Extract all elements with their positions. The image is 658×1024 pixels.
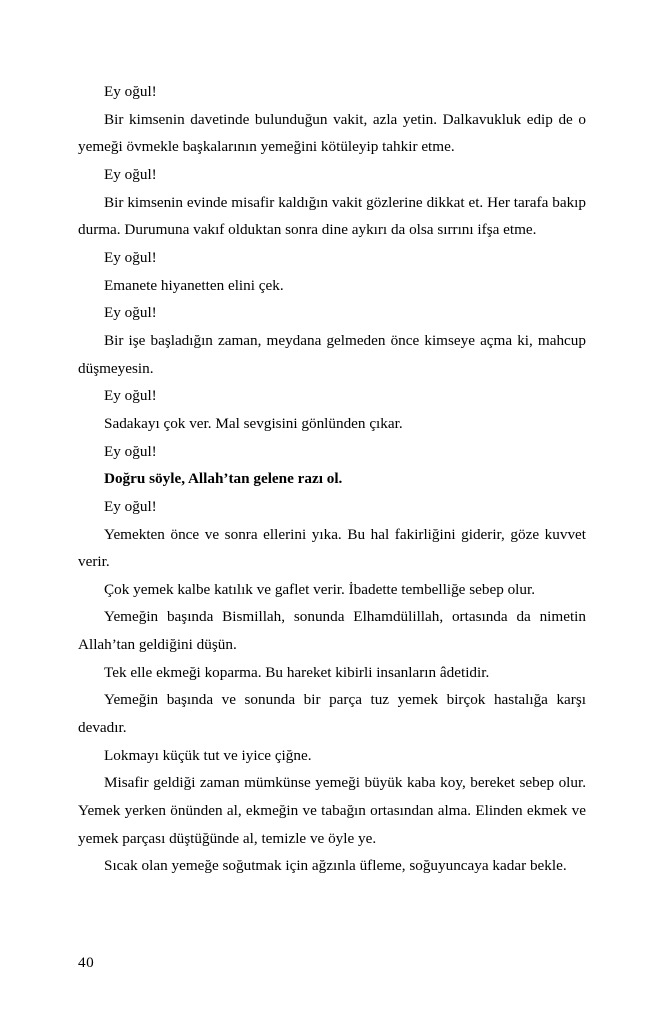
paragraph: Misafir geldiği zaman mümkünse yemeği büyük kaba koy, bereket sebep olur. Yemek yerken önünden al, ekmeğin ve tabağın ortasından alma. Elinden ekmek ve yemek parçası düştüğünde al, temizle ve öyle ye. <box>78 774 586 847</box>
paragraph: Bir işe başladığın zaman, meydana gelmeden önce kimseye açma ki, mahcup düşmeyesin. <box>78 331 586 377</box>
paragraph: Ey oğul! <box>104 497 157 515</box>
paragraph: Tek elle ekmeği koparma. Bu hareket kibirli insanların âdetidir. <box>104 663 490 681</box>
paragraph: Yemeğin başında Bismillah, sonunda Elhamdülillah, ortasında da nimetin Allah’tan geldiğini düşün. <box>78 608 586 654</box>
paragraph: Ey oğul! <box>104 248 157 266</box>
paragraph: Emanete hiyanetten elini çek. <box>104 276 284 294</box>
paragraph: Ey oğul! <box>104 442 157 460</box>
paragraph: Çok yemek kalbe katılık ve gaflet verir. İbadette tembelliğe sebep olur. <box>104 580 536 598</box>
paragraph: Ey oğul! <box>104 304 157 322</box>
page-body <box>78 78 586 880</box>
paragraph: Ey oğul! <box>104 387 157 405</box>
paragraph: Lokmayı küçük tut ve iyice çiğne. <box>104 746 312 764</box>
paragraph: Yemekten önce ve sonra ellerini yıka. Bu hal fakirliğini giderir, göze kuvvet verir. <box>78 525 586 571</box>
paragraph: Yemeğin başında ve sonunda bir parça tuz yemek birçok hastalığa karşı devadır. <box>78 691 586 737</box>
paragraph: Sıcak olan yemeğe soğutmak için ağzınla üfleme, soğuyuncaya kadar bekle. <box>104 857 567 875</box>
paragraph: Ey oğul! <box>104 83 157 100</box>
paragraph: Ey oğul! <box>104 165 157 183</box>
paragraph: Sadakayı çok ver. Mal sevgisini gönlünden çıkar. <box>104 414 403 432</box>
paragraph: Bir kimsenin davetinde bulunduğun vakit, azla yetin. Dalkavukluk edip de o yemeği övmekle başkalarının yemeğini kötüleyip tahkir etme. <box>78 110 586 156</box>
paragraph: Bir kimsenin evinde misafir kaldığın vakit gözlerine dikkat et. Her tarafa bakıp durma. Durumuna vakıf olduktan sonra dine aykırı da olsa sırrını ifşa etme. <box>78 193 586 239</box>
paragraph-emphasis: Doğru söyle, Allah’tan gelene razı ol. <box>104 470 343 488</box>
page-number: 40 <box>78 954 95 971</box>
